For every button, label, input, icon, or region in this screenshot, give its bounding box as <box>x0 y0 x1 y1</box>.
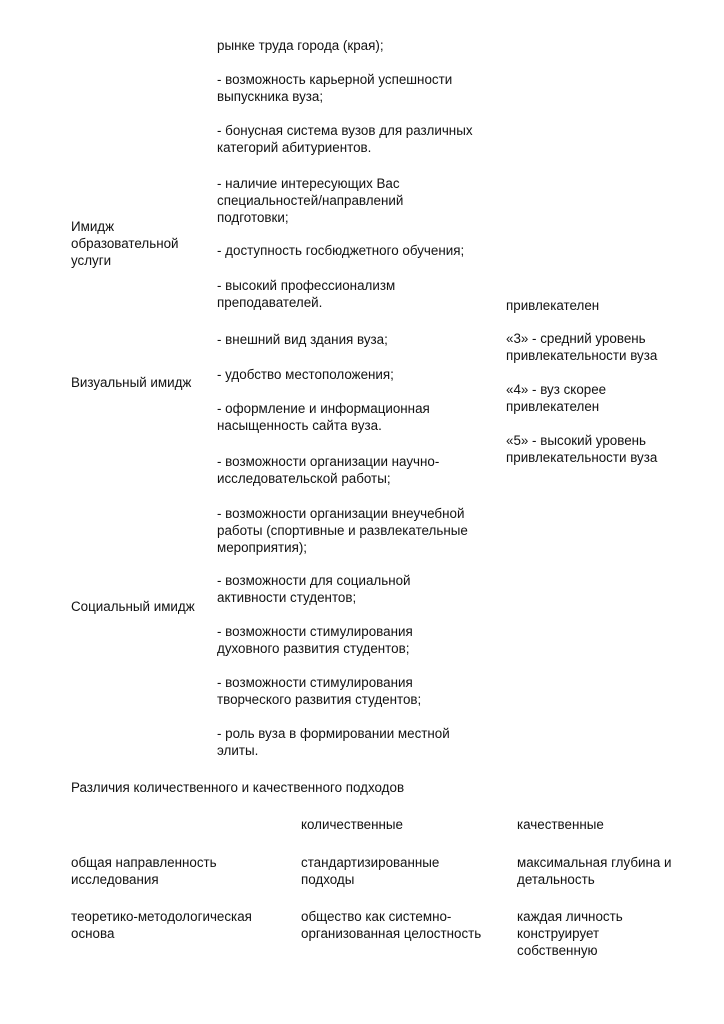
row-quantitative: общество как системно- организованная целостность <box>301 909 482 941</box>
row-quantitative: стандартизированные подходы <box>301 855 440 887</box>
criterion-item: - бонусная система вузов для различных категорий абитуриентов. <box>217 123 473 155</box>
header-quantitative: количественные <box>301 817 403 832</box>
criterion-item: - оформление и информационная насыщенность сайта вуза. <box>217 401 430 433</box>
row-label: теоретико-методологическая основа <box>71 909 252 941</box>
criterion-item: - возможности стимулирования творческого развития студентов; <box>217 675 422 707</box>
row-qualitative: каждая личность конструирует собственную <box>517 909 623 958</box>
criterion-item: рынке труда города (края); <box>217 38 384 53</box>
scale-item: «5» - высокий уровень привлекательности вуза <box>506 433 658 465</box>
criterion-item: - возможности организации внеучебной работы (спортивные и развлекательные мероприятия); <box>217 506 468 555</box>
criterion-item: - возможности организации научно- исследовательской работы; <box>217 454 440 486</box>
comparison-heading: Различия количественного и качественного подходов <box>71 780 405 795</box>
row-label: общая направленность исследования <box>71 855 217 887</box>
criterion-item: - возможности стимулирования духовного развития студентов; <box>217 624 413 656</box>
criterion-item: - наличие интересующих Вас специальностей/направлений подготовки; <box>217 176 404 225</box>
criterion-item: - возможность карьерной успешности выпускника вуза; <box>217 72 453 104</box>
category-visual-image: Визуальный имидж <box>71 375 192 390</box>
criterion-item: - удобство местоположения; <box>217 367 394 382</box>
criterion-item: - доступность госбюджетного обучения; <box>217 243 465 258</box>
category-social-image: Социальный имидж <box>71 599 195 614</box>
scale-item: «4» - вуз скорее привлекателен <box>506 382 607 414</box>
criterion-item: - высокий профессионализм преподавателей. <box>217 278 396 310</box>
scale-item: привлекателен <box>506 298 600 313</box>
criterion-item: - возможности для социальной активности студентов; <box>217 573 411 605</box>
criterion-item: - внешний вид здания вуза; <box>217 332 388 347</box>
header-qualitative: качественные <box>517 817 604 832</box>
row-qualitative: максимальная глубина и детальность <box>517 855 672 887</box>
scale-item: «3» - средний уровень привлекательности вуза <box>506 331 658 363</box>
criterion-item: - роль вуза в формировании местной элиты. <box>217 726 450 758</box>
category-service-image: Имидж образовательной услуги <box>71 219 179 268</box>
